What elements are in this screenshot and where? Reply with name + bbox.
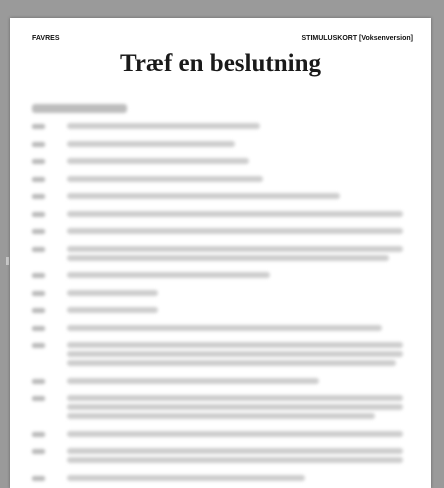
blurred-speaker-label <box>32 124 45 129</box>
blurred-text-line <box>67 290 158 296</box>
blurred-speaker-label <box>32 273 45 278</box>
blurred-text-line <box>67 342 403 348</box>
blurred-row <box>32 325 417 334</box>
blurred-text-line <box>67 431 403 437</box>
blurred-text-line <box>67 158 249 164</box>
blurred-row <box>32 158 417 167</box>
blurred-text-line <box>67 228 403 234</box>
blurred-speaker-label <box>32 432 45 437</box>
blurred-section-heading <box>32 104 127 113</box>
blurred-text-line <box>67 246 403 252</box>
blurred-line-group <box>67 141 417 150</box>
blurred-row <box>32 342 417 369</box>
blurred-text-line <box>67 193 340 199</box>
blurred-speaker-label <box>32 379 45 384</box>
blurred-text-line <box>67 360 396 366</box>
blurred-text-line <box>67 325 382 331</box>
blurred-line-group <box>67 228 417 237</box>
document-page <box>10 18 431 488</box>
blurred-text-line <box>67 351 403 357</box>
blurred-line-group <box>67 176 417 185</box>
blurred-line-group <box>67 378 417 387</box>
blurred-speaker-label <box>32 212 45 217</box>
blurred-line-group <box>67 431 417 440</box>
blurred-line-group <box>67 246 417 264</box>
blurred-speaker-label <box>32 326 45 331</box>
blurred-text-line <box>67 395 403 401</box>
blurred-speaker-label <box>32 291 45 296</box>
blurred-speaker-label <box>32 396 45 401</box>
blurred-text-line <box>67 272 270 278</box>
blurred-row <box>32 475 417 484</box>
blurred-row <box>32 378 417 387</box>
blurred-row <box>32 290 417 299</box>
blurred-text-line <box>67 457 403 463</box>
blurred-text-line <box>67 211 403 217</box>
blurred-row <box>32 307 417 316</box>
blurred-speaker-label <box>32 247 45 252</box>
blurred-speaker-label <box>32 194 45 199</box>
blurred-text-line <box>67 141 235 147</box>
blurred-row <box>32 272 417 281</box>
blurred-text-line <box>67 176 263 182</box>
blurred-speaker-label <box>32 229 45 234</box>
blurred-row <box>32 448 417 466</box>
blurred-row <box>32 176 417 185</box>
blurred-speaker-label <box>32 343 45 348</box>
blurred-row <box>32 123 417 132</box>
blurred-text-line <box>67 255 389 261</box>
blurred-text-line <box>67 448 403 454</box>
blurred-speaker-label <box>32 142 45 147</box>
header-right-label: STIMULUSKORT [Voksenversion] <box>301 35 413 42</box>
blurred-line-group <box>67 193 417 202</box>
blurred-line-group <box>67 325 417 334</box>
blurred-row <box>32 193 417 202</box>
blurred-row <box>32 228 417 237</box>
blurred-line-group <box>67 158 417 167</box>
scroll-edge-marker <box>6 257 9 265</box>
blurred-row <box>32 395 417 422</box>
blurred-line-group <box>67 211 417 220</box>
header-left-label: FAVRES <box>32 35 60 42</box>
blurred-text-line <box>67 123 260 129</box>
blurred-speaker-label <box>32 449 45 454</box>
blurred-speaker-label <box>32 177 45 182</box>
blurred-text-line <box>67 378 319 384</box>
blurred-row <box>32 211 417 220</box>
blurred-text-line <box>67 307 158 313</box>
blurred-line-group <box>67 272 417 281</box>
blurred-speaker-label <box>32 159 45 164</box>
blurred-line-group <box>67 475 417 484</box>
blurred-line-group <box>67 123 417 132</box>
blurred-line-group <box>67 342 417 369</box>
blurred-text-line <box>67 413 375 419</box>
blurred-row <box>32 431 417 440</box>
blurred-row <box>32 246 417 264</box>
page-title: Træf en beslutning <box>120 50 321 77</box>
blurred-transcript <box>32 104 417 488</box>
blurred-line-group <box>67 448 417 466</box>
blurred-line-group <box>67 290 417 299</box>
blurred-line-group <box>67 307 417 316</box>
blurred-row <box>32 141 417 150</box>
blurred-speaker-label <box>32 308 45 313</box>
transcript-rows <box>32 123 417 488</box>
blurred-text-line <box>67 404 403 410</box>
blurred-line-group <box>67 395 417 422</box>
